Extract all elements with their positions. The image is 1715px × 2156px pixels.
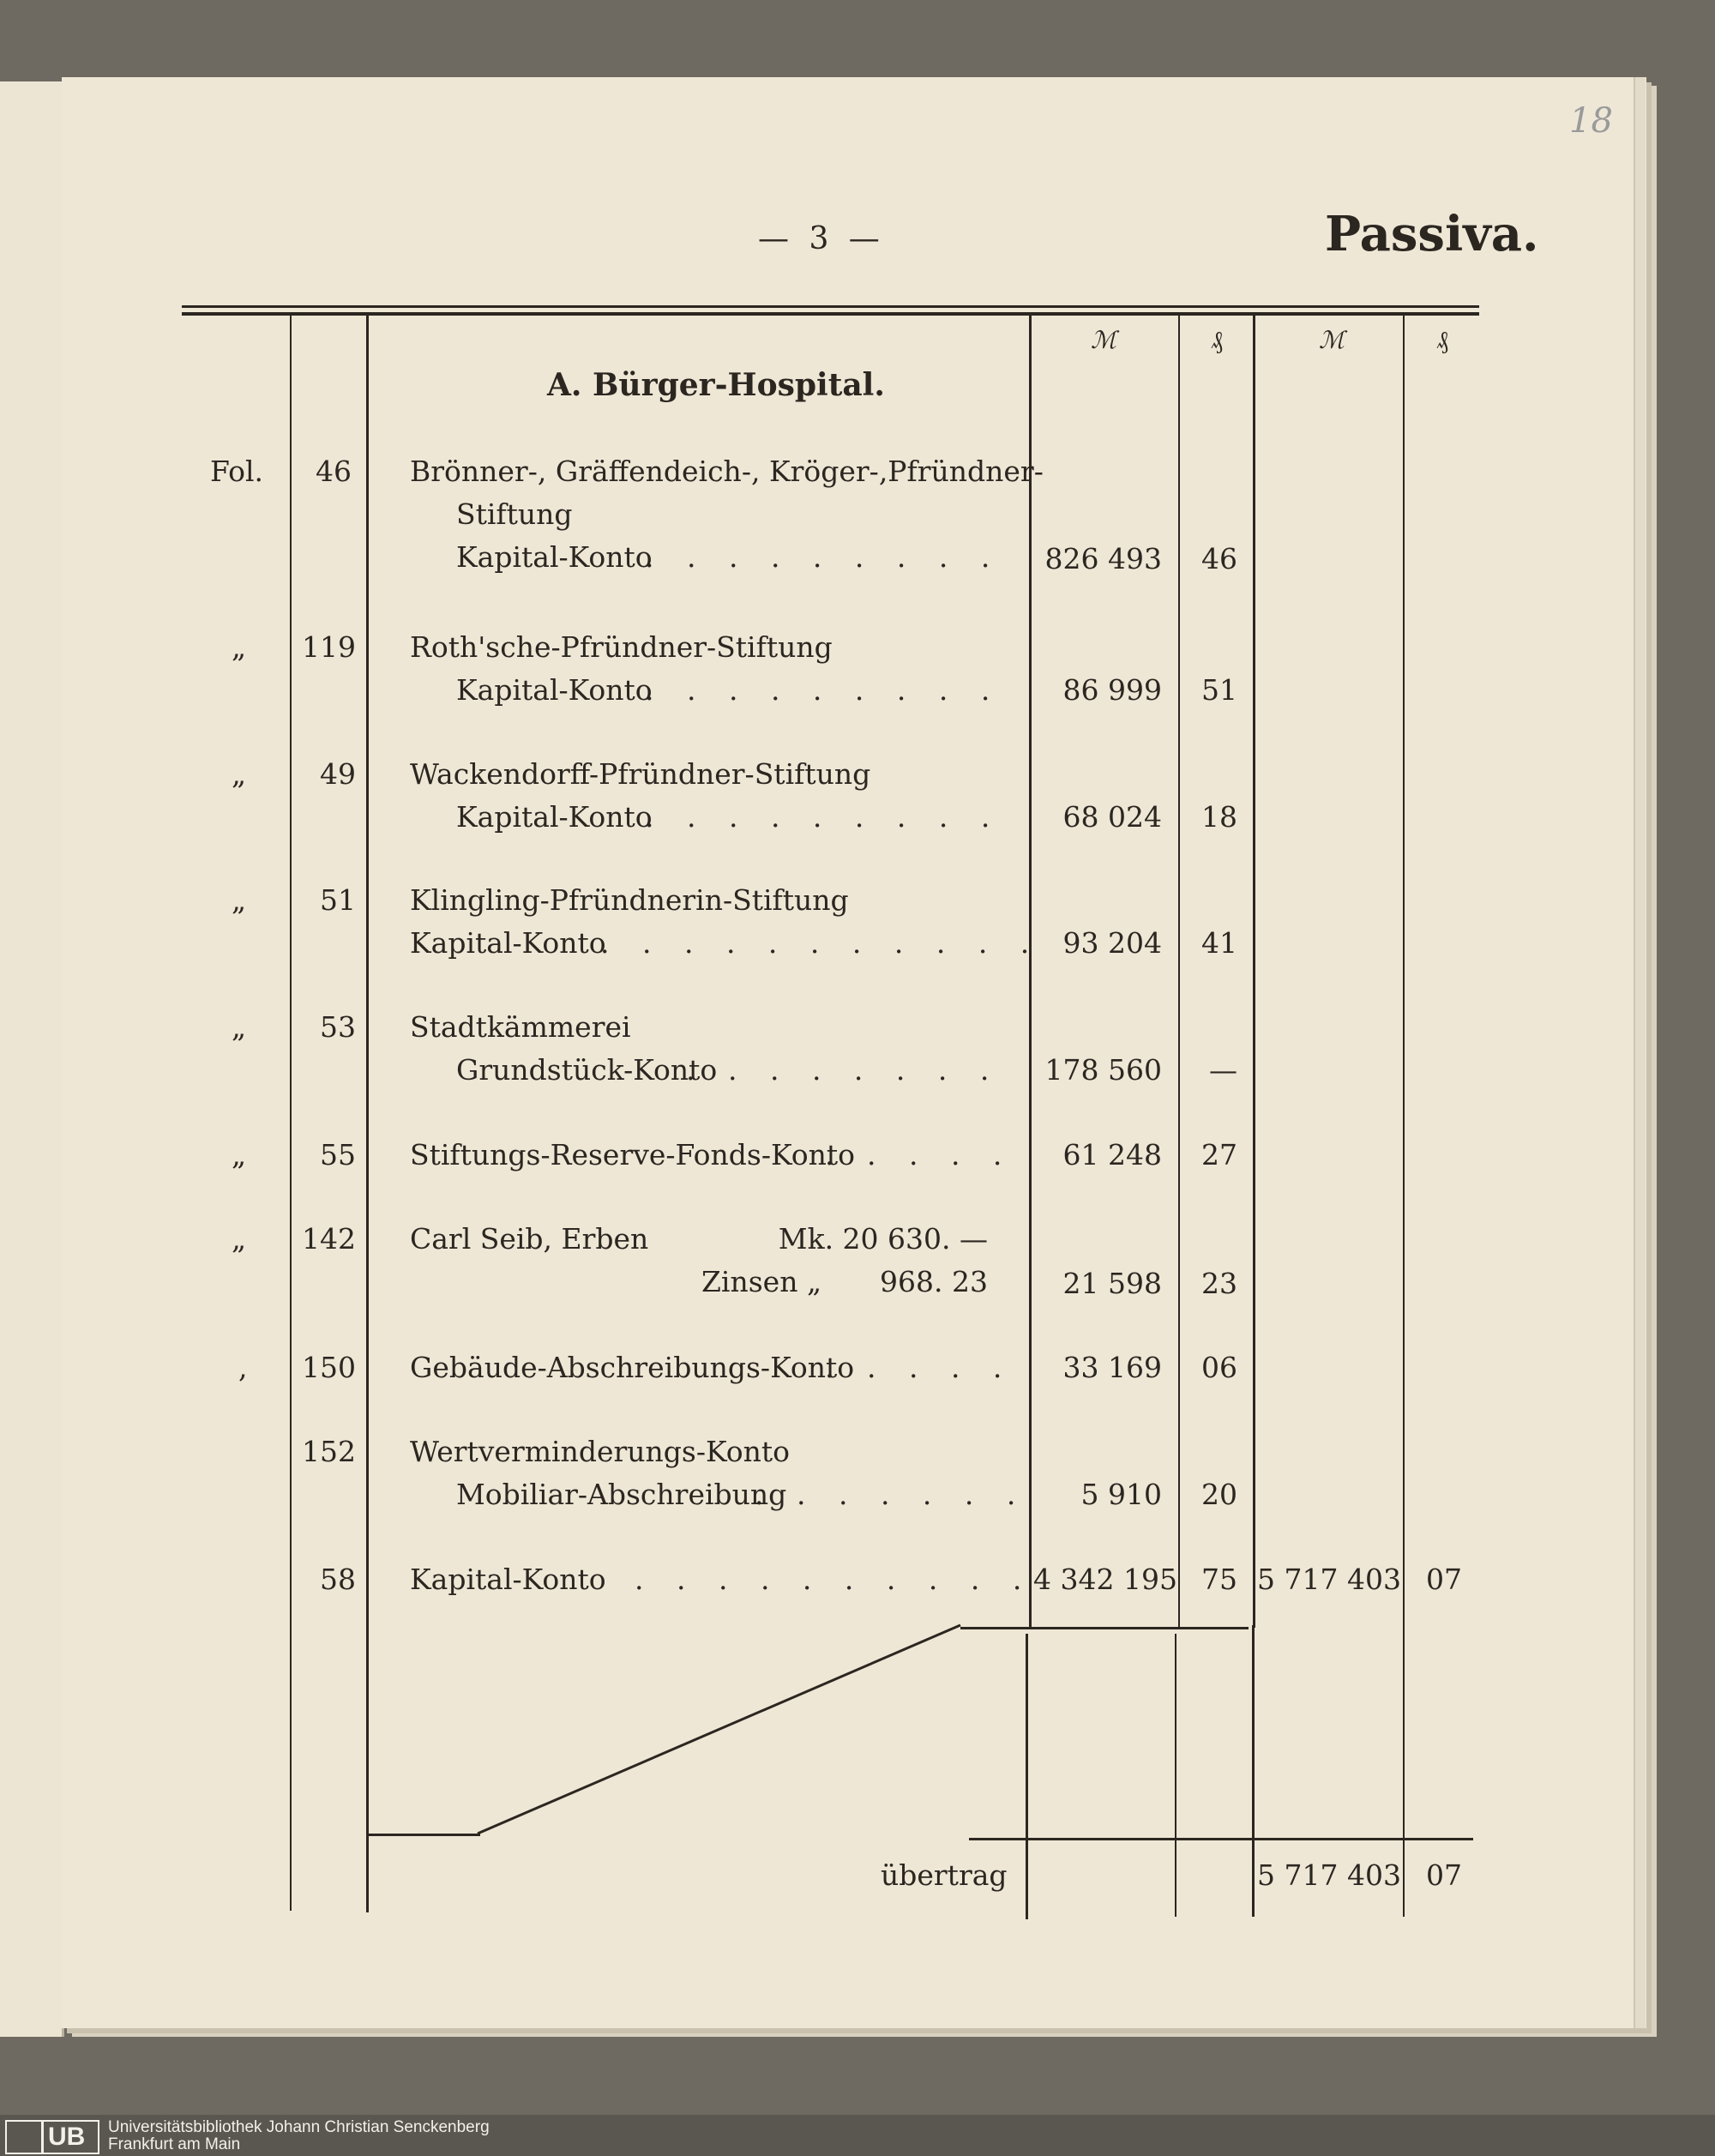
rule-mark: [1029, 316, 1032, 1628]
page-number: — 3 —: [758, 221, 885, 256]
rule-total: [1253, 316, 1255, 1628]
interest-amount: 968. 23: [880, 1265, 988, 1298]
fol-prefix: „: [232, 757, 247, 791]
header-rule-top: [182, 305, 1479, 308]
entry-line: Stiftung: [456, 497, 573, 531]
mark-header-2: ℳ: [1319, 326, 1345, 354]
fol-number: 119: [302, 630, 356, 664]
closing-rule-top: [960, 1627, 1249, 1629]
library-city: Frankfurt am Main: [108, 2135, 241, 2153]
fol-prefix: „: [232, 630, 247, 664]
fol-prefix: „: [232, 883, 247, 917]
entry-line: Kapital-Konto: [410, 926, 606, 960]
entry-line: Roth'sche-Pfründner-Stiftung: [410, 630, 833, 664]
pfennig-value: —: [1209, 1053, 1237, 1087]
mark-value: 178 560: [1044, 1053, 1162, 1087]
mark-value: 68 024: [1062, 800, 1162, 834]
principal-amount: Mk. 20 630. —: [778, 1222, 988, 1256]
rule-pf: [1178, 316, 1180, 1628]
pfennig-value: 46: [1201, 542, 1237, 575]
fol-prefix: „: [232, 1222, 247, 1256]
mark-value: 21 598: [1062, 1267, 1162, 1300]
fol-number: 46: [316, 455, 352, 488]
leader-dots: . . . . . . . . . . .: [600, 926, 1042, 960]
entry-line: Kapital-Konto: [456, 673, 653, 707]
leader-dots: . . . . . . .: [755, 1478, 1028, 1511]
interest-label: Zinsen „: [701, 1265, 822, 1298]
mark-value: 4 342 195: [1033, 1563, 1177, 1596]
fol-number: 150: [302, 1351, 356, 1384]
pfennig-value: 41: [1201, 926, 1237, 960]
leader-dots: . . . . .: [825, 1138, 1014, 1171]
entry-line: Stadtkämmerei: [410, 1010, 631, 1044]
leader-dots: . . . . . . . . .: [645, 540, 1002, 574]
leader-dots: . . . . . . . .: [686, 1053, 1002, 1087]
facing-page-edge: [0, 81, 64, 2037]
carry-mark-value: 5 717 403: [1257, 1858, 1401, 1892]
entry-line: Kapital-Konto: [456, 540, 653, 574]
mark-value: 33 169: [1062, 1351, 1162, 1384]
leader-dots: . . . . .: [825, 1351, 1014, 1384]
closing-rule-bottom-left: [369, 1834, 480, 1836]
mark-value: 93 204: [1062, 926, 1162, 960]
entry-line: Kapital-Konto: [456, 800, 653, 834]
entry-line: Wackendorff-Pfründner-Stiftung: [410, 757, 871, 791]
library-name: Universitätsbibliothek Johann Christian Senckenberg: [108, 2118, 490, 2136]
library-logo-text: UB: [48, 2123, 86, 2151]
pfennig-header-2: ₰: [1436, 326, 1448, 354]
entry-line: Wertverminderungs-Konto: [410, 1435, 791, 1468]
fol-number: 58: [320, 1563, 356, 1596]
page-heading: Passiva.: [1325, 206, 1539, 262]
leader-dots: . . . . . . . . . .: [635, 1563, 1034, 1596]
fol-prefix: ,: [238, 1351, 248, 1384]
rule-total-pf-lower: [1403, 1625, 1405, 1917]
fol-prefix: Fol.: [210, 455, 264, 488]
pfennig-value: 23: [1201, 1267, 1237, 1300]
total-pfennig-value: 07: [1426, 1563, 1462, 1596]
fol-number: 51: [320, 883, 356, 917]
page-edge: [1634, 77, 1646, 2028]
header-rule-bottom: [182, 312, 1479, 316]
entry-line: Gebäude-Abschreibungs-Konto: [410, 1351, 855, 1384]
library-footer: [0, 2115, 1715, 2156]
pfennig-value: 27: [1201, 1138, 1237, 1171]
rule-pf-lower: [1175, 1634, 1176, 1917]
entry-line: Klingling-Pfründnerin-Stiftung: [410, 883, 849, 917]
leader-dots: . . . . . . . . .: [645, 800, 1002, 834]
fol-number: 142: [302, 1222, 356, 1256]
section-title: A. Bürger-Hospital.: [547, 367, 885, 403]
entry-line: Carl Seib, Erben: [410, 1222, 649, 1256]
pfennig-value: 18: [1201, 800, 1237, 834]
entry-line: Kapital-Konto: [410, 1563, 606, 1596]
carry-rule: [969, 1838, 1473, 1840]
fol-prefix: „: [232, 1138, 247, 1171]
carry-label: übertrag: [881, 1858, 1008, 1892]
total-mark-value: 5 717 403: [1257, 1563, 1401, 1596]
entry-line: Stiftungs-Reserve-Fonds-Konto: [410, 1138, 855, 1171]
pfennig-value: 75: [1201, 1563, 1237, 1596]
rule-fol: [290, 316, 292, 1911]
mark-header-1: ℳ: [1091, 326, 1116, 354]
mark-value: 61 248: [1062, 1138, 1162, 1171]
mark-value: 86 999: [1062, 673, 1162, 707]
carry-pfennig-value: 07: [1426, 1858, 1462, 1892]
pfennig-header-1: ₰: [1211, 326, 1223, 354]
rule-mark-lower: [1026, 1634, 1028, 1919]
entry-line: Grundstück-Konto: [456, 1053, 718, 1087]
pfennig-value: 20: [1201, 1478, 1237, 1511]
pfennig-value: 51: [1201, 673, 1237, 707]
leader-dots: . . . . . . . . .: [645, 673, 1002, 707]
fol-number: 55: [320, 1138, 356, 1171]
fol-number: 49: [320, 757, 356, 791]
fol-prefix: „: [232, 1010, 247, 1044]
closing-diagonal: [476, 1621, 965, 1837]
entry-line: Brönner-, Gräffendeich-, Kröger-,Pfründner-: [410, 455, 1044, 488]
library-logo: [5, 2120, 99, 2154]
pfennig-value: 06: [1201, 1351, 1237, 1384]
pencil-annotation: 18: [1569, 101, 1613, 141]
fol-number: 53: [320, 1010, 356, 1044]
rule-desc: [366, 316, 369, 1912]
rule-total-lower: [1252, 1625, 1255, 1917]
mark-value: 826 493: [1044, 542, 1162, 575]
fol-number: 152: [302, 1435, 356, 1468]
rule-total-pf: [1403, 316, 1405, 1628]
entry-line: Mobiliar-Abschreibung: [456, 1478, 787, 1511]
mark-value: 5 910: [1080, 1478, 1162, 1511]
